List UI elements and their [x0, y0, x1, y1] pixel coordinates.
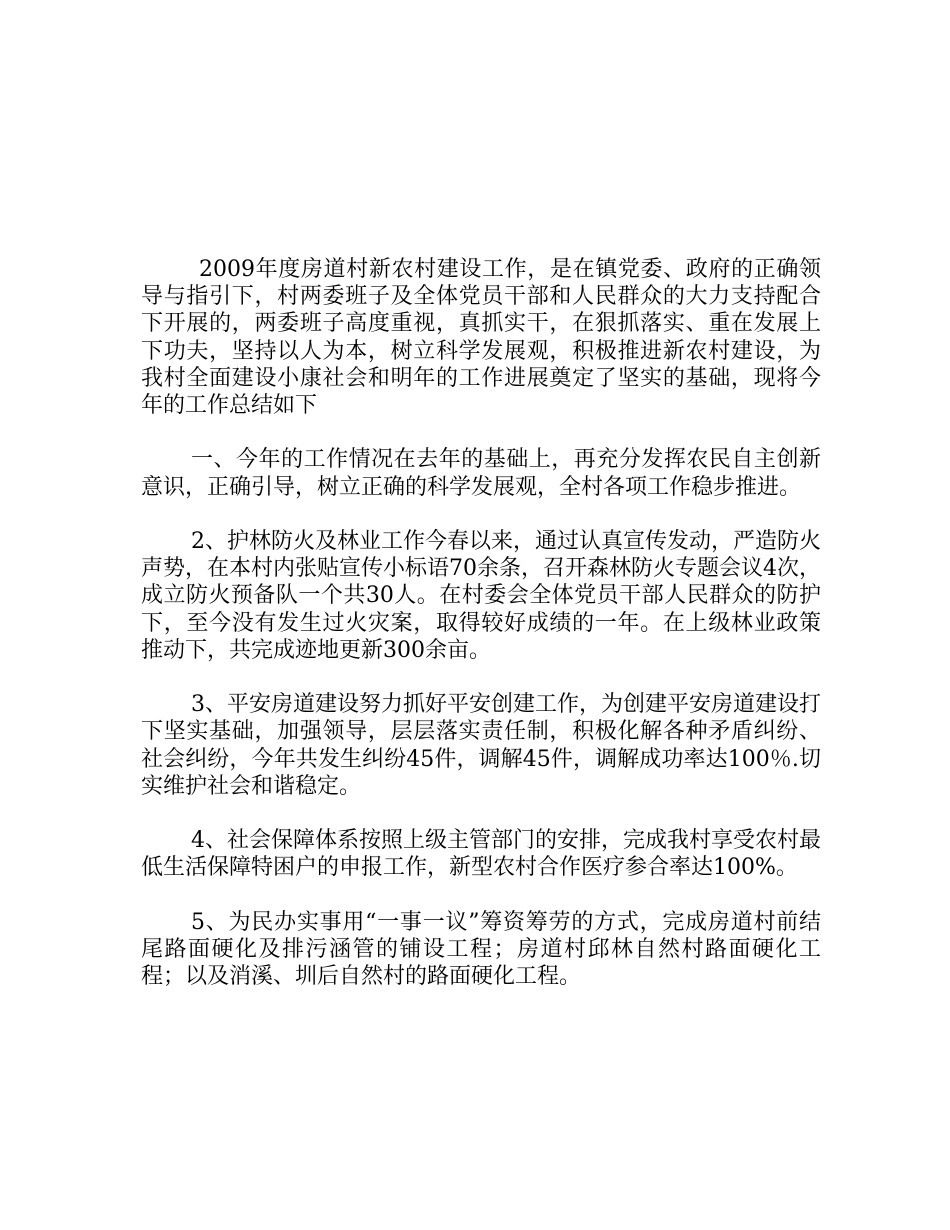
- paragraph-section-4: 4、社会保障体系按照上级主管部门的安排，完成我村享受农村最低生活保障特困户的申报工作，新型农村合作医疗参合率达100%。: [141, 828, 821, 881]
- paragraph-section-2: 2、护林防火及林业工作今春以来，通过认真宣传发动，严造防火声势，在本村内张贴宣传小标语70余条，召开森林防火专题会议4次，成立防火预备队一个共30人。在村委会全体党员干部人民群众的防护下，至今没有发生过火灾案，取得较好成绩的一年。在上级林业政策推动下，共完成迹地更新300余亩。: [141, 529, 821, 663]
- document-body: [141, 256, 821, 1018]
- paragraph-section-5: 5、为民办实事用“一事一议”筹资筹劳的方式，完成房道村前结尾路面硬化及排污涵管的铺设工程；房道村邱林自然村路面硬化工程；以及消溪、圳后自然村的路面硬化工程。: [141, 909, 821, 990]
- paragraph-section-3: 3、平安房道建设努力抓好平安创建工作，为创建平安房道建设打下坚实基础，加强领导，层层落实责任制，积极化解各种矛盾纠纷、社会纠纷，今年共发生纠纷45件，调解45件，调解成功率达100％.切实维护社会和谐稳定。: [141, 692, 821, 799]
- paragraph-section-1: 一、今年的工作情况在去年的基础上，再充分发挥农民自主创新意识，正确引导，树立正确的科学发展观，全村各项工作稳步推进。: [141, 447, 821, 500]
- paragraph-intro: 2009年度房道村新农村建设工作，是在镇党委、政府的正确领导与指引下，村两委班子及全体党员干部和人民群众的大力支持配合下开展的，两委班子高度重视，真抓实干，在狠抓落实、重在发展上下功夫，坚持以人为本，树立科学发展观，积极推进新农村建设，为我村全面建设小康社会和明年的工作进展奠定了坚实的基础，现将今年的工作总结如下: [141, 257, 821, 419]
